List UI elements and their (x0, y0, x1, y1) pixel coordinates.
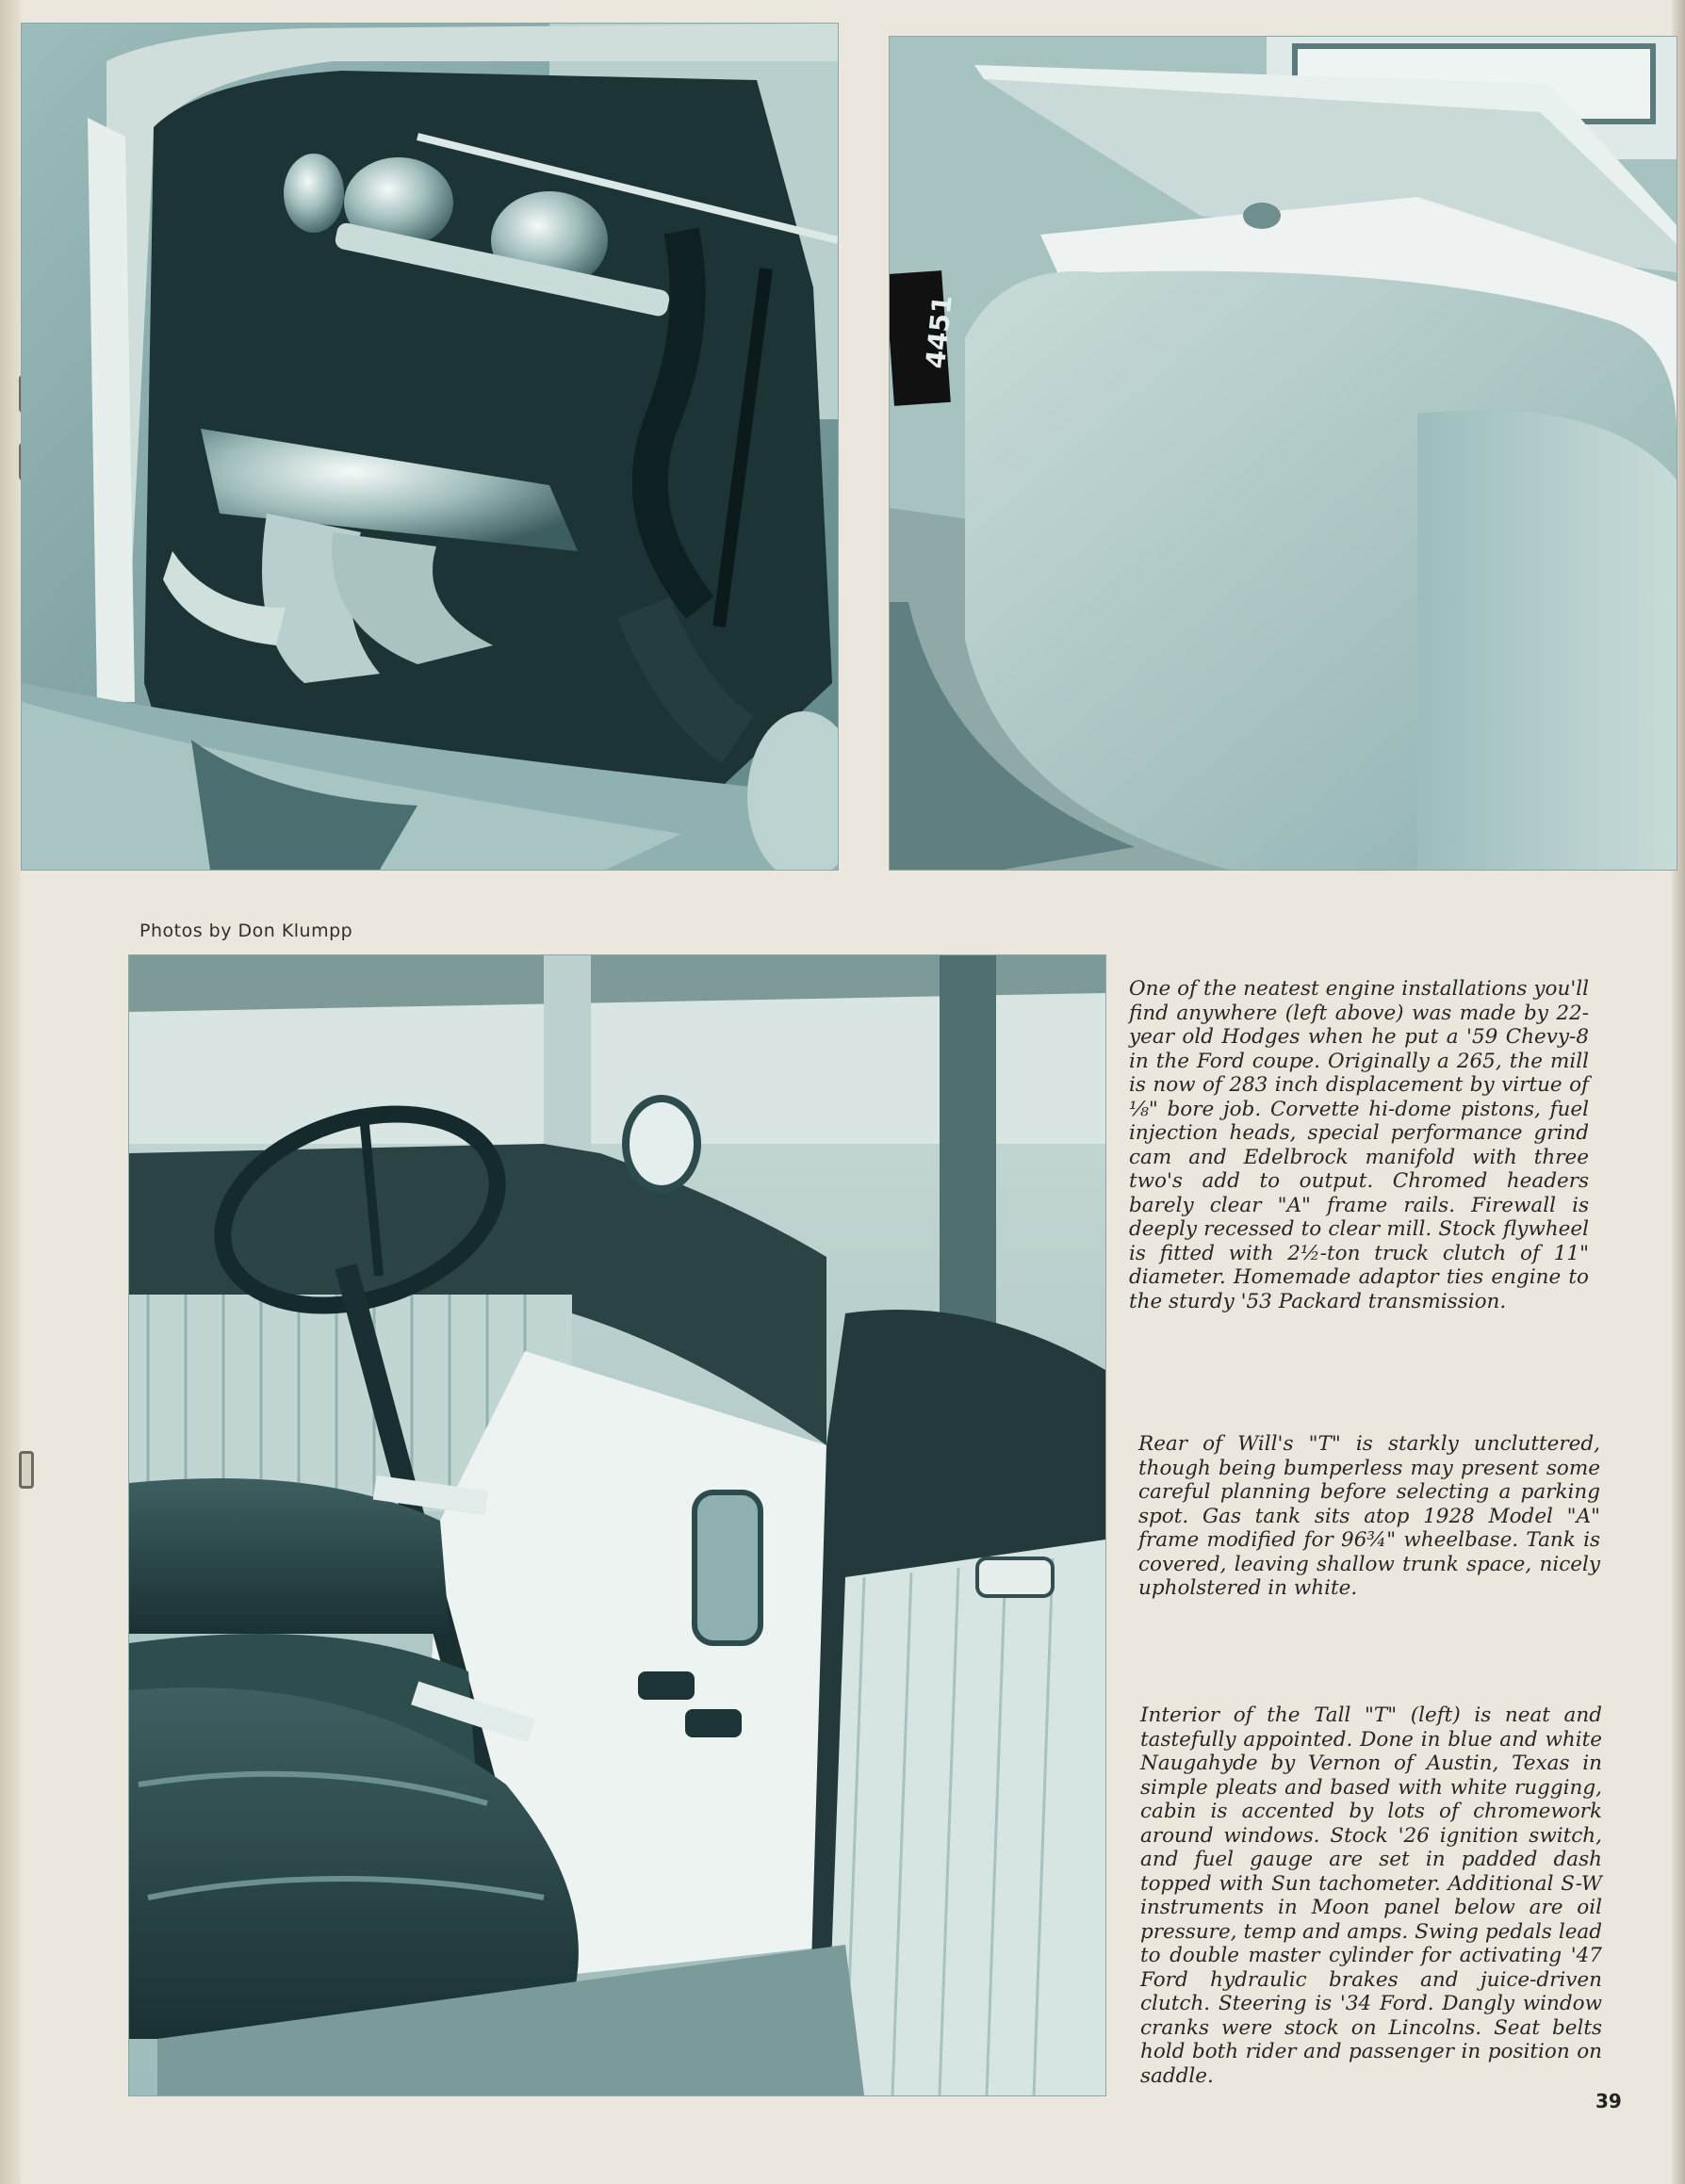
license-plate-text: 4451 (919, 293, 958, 370)
photo-interior (128, 954, 1106, 2096)
photo-engine-bay (21, 23, 839, 871)
photo-credit: Photos by Don Klumpp (139, 921, 353, 941)
binding-hole (19, 1451, 34, 1489)
photo-rear-deck (889, 36, 1677, 871)
caption-interior: Interior of the Tall "T" (left) is neat and tastefully appointed. Done in blue and white Naugahyde by Vernon of Austin, Texas in simple pleats and based with white rugging, cabin is accented by lots of chromework around windows. Stock '26 ignition switch, and fuel gauge are set in padded dash topped with Sun tachometer. Additional S-W instruments in Moon panel below are oil pressure, temp and amps. Swing pedals lead to double master cylinder for activating '47 Ford hydraulic brakes and juice-driven clutch. Steering is '34 Ford. Dangly window cranks were stock on Lincolns. Seat belts hold both rider and passenger in position on saddle. (1140, 1703, 1602, 2088)
page-binding-edge (0, 0, 21, 2184)
rear-deck-illustration (890, 37, 1677, 870)
page-number: 39 (1595, 2090, 1622, 2112)
caption-engine: One of the neatest engine installations you'll find anywhere (left above) was made by 22-year old Hodges when he put a '59 Chevy-8 in the Ford coupe. Originally a 265, the mill is now of 283 inch displacement by virtue of ⅛" bore job. Corvette hi-dome pistons, fuel injection heads, special performance grind cam and Edelbrock manifold with three two's add to output. Chromed headers barely clear "A" frame rails. Firewall is deeply recessed to clear mill. Stock flywheel is fitted with 2½-ton truck clutch of 11" diameter. Homemade adaptor ties engine to the sturdy '53 Packard transmission. (1129, 977, 1589, 1313)
interior-illustration (129, 955, 1105, 2095)
caption-rear: Rear of Will's "T" is starkly uncluttered, though being bumperless may present some careful planning before selecting a parking spot. Gas tank sits atop 1928 Model "A" frame modified for 96¾" wheelbase. Tank is covered, leaving shallow trunk space, nicely upholstered in white. (1138, 1432, 1600, 1600)
engine-bay-illustration (22, 24, 838, 870)
